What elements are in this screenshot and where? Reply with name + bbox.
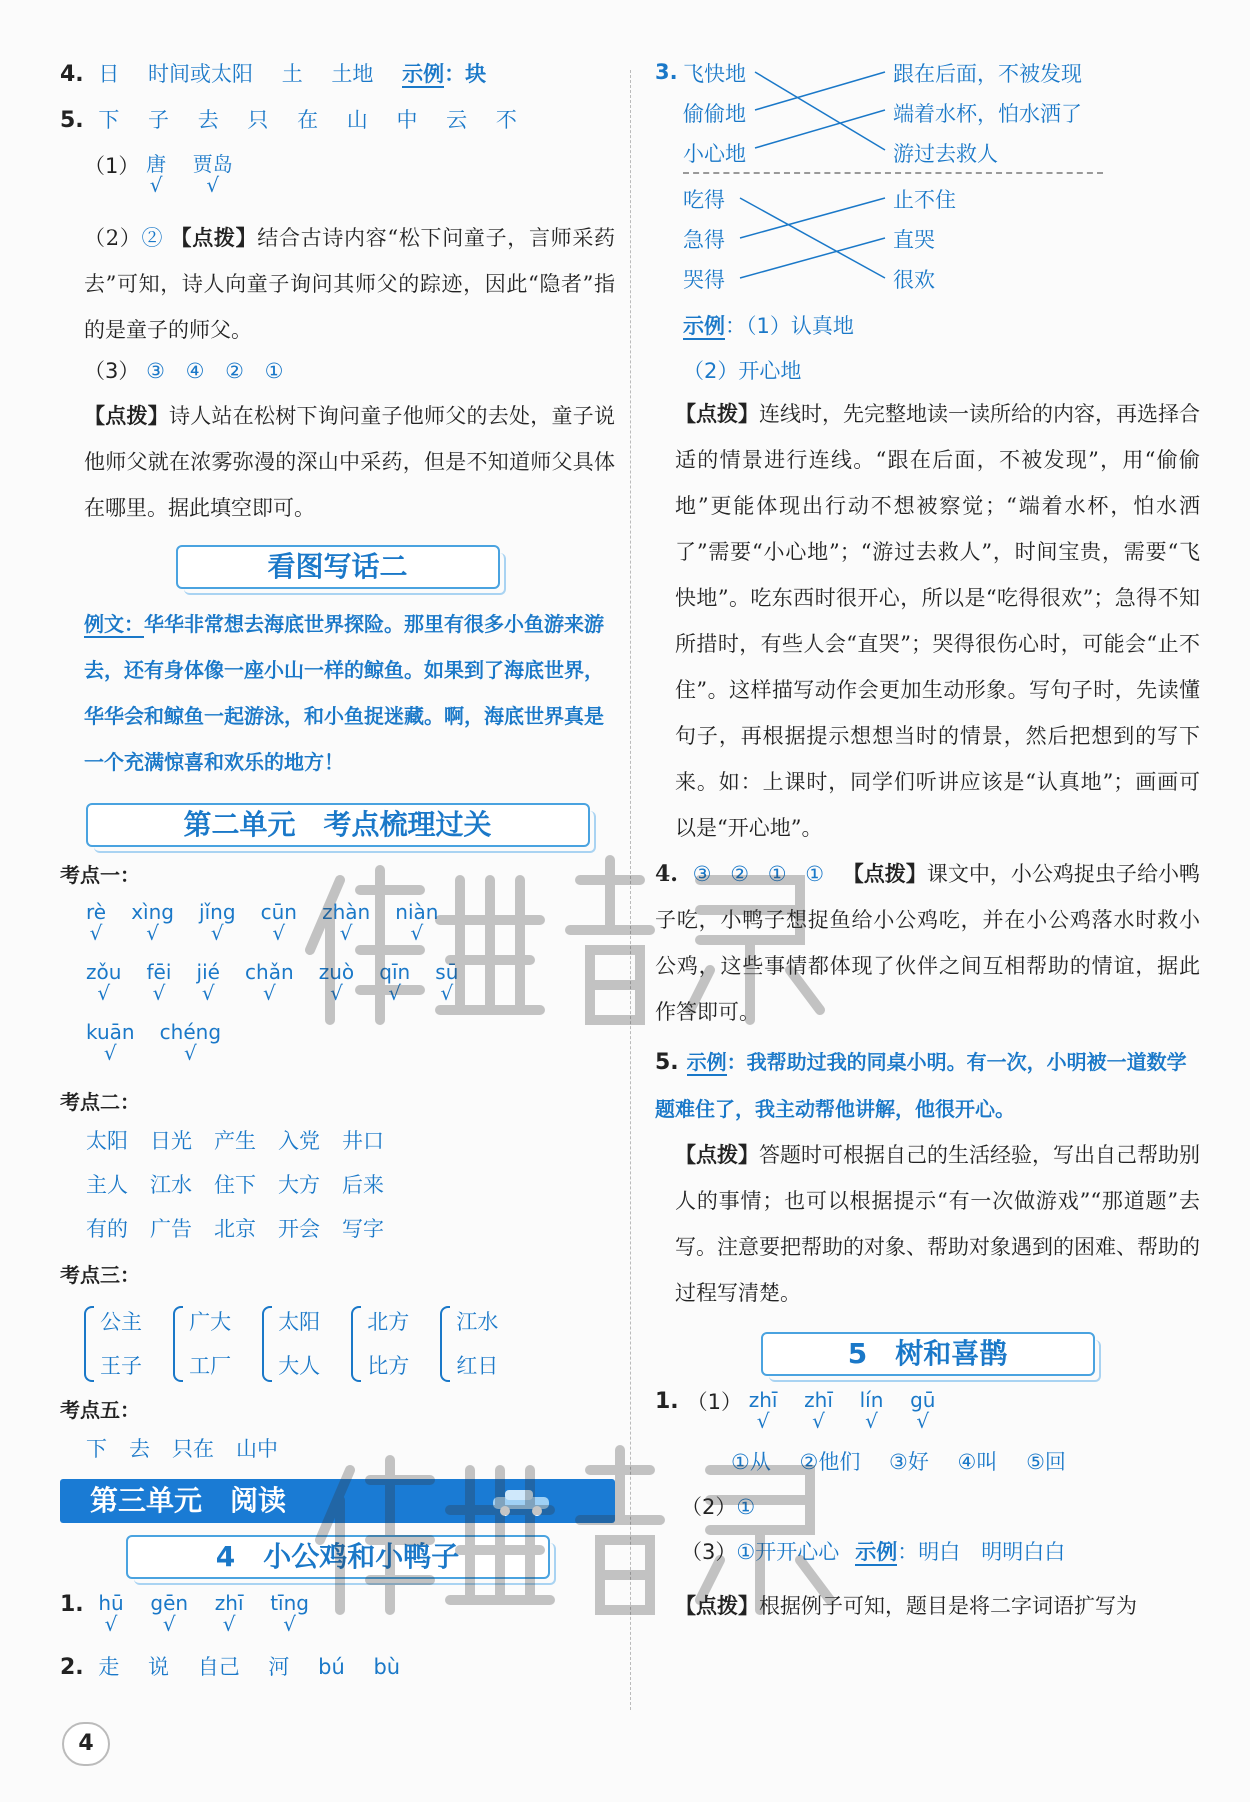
example-text: ：我帮助过我的同桌小明。有一次，小明被一道数学题难住了，我主动帮他讲解，他很开心。 (655, 1050, 1187, 1121)
example-label: 示例 (683, 314, 725, 338)
answer: ① (264, 359, 284, 383)
answer-word: 河 (268, 1655, 290, 1679)
match-right-item: 端着水杯，怕水洒了 (893, 102, 1082, 126)
l4-q2 (60, 1653, 615, 1682)
word-pair (173, 1300, 231, 1388)
checked-word (192, 152, 233, 197)
kaodian-3-label: 考点三： (60, 1263, 140, 1287)
answer-word: ②他们 (799, 1450, 861, 1474)
tip-text: 根据例子可知，题目是将二字词语扩写为 (759, 1594, 1137, 1618)
pinyin: chéng (159, 1020, 222, 1044)
match-right-item: 直哭 (893, 228, 935, 252)
q4-answer (655, 851, 1200, 1035)
answer-word: ①从 (731, 1450, 771, 1474)
word: 太阳 (86, 1129, 128, 1153)
answer-word: ⑤回 (1026, 1450, 1066, 1474)
lesson4-heading: 4 小公鸡和小鸭子 (126, 1535, 550, 1579)
check-mark: √ (272, 921, 286, 945)
checked-word (146, 152, 167, 197)
pinyin: zhī (748, 1388, 778, 1412)
check-mark: √ (440, 981, 454, 1005)
word: 贾岛 (192, 152, 233, 176)
q5-number: 5. (60, 108, 84, 133)
answer: ① (805, 862, 825, 886)
word: 大方 (278, 1173, 320, 1197)
word: 广告 (150, 1217, 192, 1241)
unit2-heading: 第二单元 考点梳理过关 (86, 803, 590, 847)
match-left-item: 偷偷地 (683, 102, 746, 126)
check-mark: √ (89, 921, 103, 945)
example-answer: （2）开心地 (683, 359, 802, 383)
pinyin-item (196, 960, 220, 1005)
pinyin: jié (196, 960, 220, 984)
word: 江水 (150, 1173, 192, 1197)
answer: ① (767, 862, 787, 886)
check-mark: √ (149, 173, 163, 197)
word-pair (262, 1300, 320, 1388)
q2-number: 2. (60, 1655, 84, 1680)
tip-text: 答题时可根据自己的生活经验，写出自己帮助别人的事情；也可以根据提示“有一次做游戏”“那道题”去写。注意要把帮助的对象、帮助对象遇到的困难、帮助的过程写清楚。 (675, 1143, 1200, 1305)
q4-answer-line (60, 60, 615, 89)
word: 公主 (100, 1310, 142, 1334)
q3-tip (655, 391, 1200, 851)
tip-tag: 【点拨】 (842, 862, 927, 886)
q4-number: 4. (60, 62, 84, 87)
word-pair (84, 1300, 142, 1388)
tip-text: 诗人站在松树下询问童子他师父的去处，童子说他师父就在浓雾弥漫的深山中采药，但是不知道师父具体在哪里。据此填空即可。 (84, 404, 615, 520)
kaodian-2-label: 考点二： (60, 1090, 140, 1114)
pinyin-item (260, 900, 297, 945)
pinyin-item (199, 900, 236, 945)
kaodian-2-row (86, 1127, 615, 1155)
l5-q1-words (731, 1448, 1200, 1476)
pinyin-item (322, 900, 371, 945)
pinyin: zhī (214, 1591, 244, 1615)
answer-word: bú (318, 1655, 345, 1679)
check-mark: √ (283, 1612, 296, 1636)
q5-item: 子 (148, 108, 170, 132)
pinyin-item (435, 960, 459, 1005)
word: 有的 (86, 1217, 128, 1241)
q4-item: 时间或太阳 (148, 62, 254, 86)
kaodian-1-label: 考点一： (60, 863, 140, 887)
pinyin: sū (435, 960, 459, 984)
l5-q1-sub2 (681, 1493, 1200, 1521)
tip-tag: 【点拨】 (675, 402, 759, 426)
word: 工厂 (189, 1354, 232, 1378)
pinyin-item (318, 960, 355, 1005)
l5-q1-sub1 (655, 1388, 1200, 1442)
check-mark: √ (103, 1041, 117, 1065)
pinyin-item (910, 1388, 936, 1433)
answer: ③ (692, 862, 712, 886)
q5-sub2 (60, 215, 615, 353)
unit3-title: 第三单元 阅读 (90, 1484, 287, 1517)
pinyin: jǐng (199, 900, 236, 924)
matching-exercise-1 (655, 60, 1200, 190)
check-mark: √ (388, 981, 402, 1005)
match-right-item: 止不住 (893, 188, 956, 212)
word: 开会 (278, 1217, 320, 1241)
pinyin: zhī (804, 1388, 833, 1412)
pinyin-item (86, 900, 107, 945)
word: 井口 (342, 1129, 384, 1153)
word-pair (351, 1300, 409, 1388)
pinyin-item (98, 1591, 124, 1636)
pinyin: chǎn (245, 960, 294, 984)
tip-text: 课文中，小公鸡捉虫子给小鸭子吃，小鸭子想捉鱼给小公鸡吃，并在小公鸡落水时救小公鸡，这些事情都体现了伙伴之间互相帮助的情谊，据此作答即可。 (655, 862, 1200, 1024)
l4-q1 (60, 1591, 615, 1643)
check-mark: √ (262, 981, 276, 1005)
pinyin-item (379, 960, 411, 1005)
pinyin-item (131, 900, 174, 945)
pinyin: niàn (395, 900, 439, 924)
q5-item: 云 (446, 108, 468, 132)
unit3-banner (60, 1479, 615, 1523)
pinyin-item (804, 1388, 833, 1433)
example-answer: ：明白 明明白白 (897, 1540, 1066, 1564)
pinyin: cūn (260, 900, 297, 924)
pinyin: rè (86, 900, 107, 924)
answer-word: 说 (148, 1655, 170, 1679)
kaodian-2-row (86, 1171, 615, 1199)
pinyin: qīn (379, 960, 411, 984)
example-label: 例文： (84, 612, 144, 636)
word-pair (440, 1300, 498, 1388)
check-mark: √ (410, 921, 424, 945)
check-mark: √ (222, 1612, 236, 1636)
example-label: 示例 (855, 1540, 898, 1564)
sub-label: （3） (84, 359, 140, 383)
pinyin: gū (910, 1388, 936, 1412)
answer: ③ (146, 359, 165, 383)
word: 日光 (150, 1129, 192, 1153)
check-mark: √ (146, 921, 159, 945)
left-column (60, 60, 615, 1699)
tip-tag: 【点拨】 (675, 1143, 759, 1167)
word: 王子 (100, 1354, 142, 1378)
check-mark: √ (210, 921, 224, 945)
kaodian-5-words (86, 1435, 615, 1463)
kaodian-2-row (86, 1215, 615, 1243)
word: 红日 (456, 1354, 499, 1378)
check-mark: √ (206, 173, 220, 197)
matching-exercise-2 (655, 186, 1200, 312)
pinyin: zuò (318, 960, 355, 984)
pinyin: fēi (146, 960, 172, 984)
q1-number: 1. (60, 1592, 84, 1617)
word: 北方 (367, 1310, 410, 1334)
word: 大人 (278, 1354, 321, 1378)
match-left-item: 急得 (683, 228, 725, 252)
tip-text: 连线时，先完整地读一读所给的内容，再选择合适的情景进行连线。“跟在后面，不被发现”，用“偷偷地”更能体现出行动不想被察觉；“端着水杯，怕水洒了”需要“小心地”；“游过去救人”，时间宝贵，需要“飞快地”。吃东西时很开心，所以是“吃得很欢”；急得不知所措时，有些人会“直哭”；哭得很伤心时，可能会“止不住”。这样描写动作会更加生动形象。写句子时，先读懂句子，再根据提示想想当时的情景，然后把想到的写下来。如：上课时，同学们听讲应该是“认真地”；画画可以是“开心地”。 (675, 402, 1200, 840)
word: 后来 (342, 1173, 384, 1197)
answer: ④ (185, 359, 205, 383)
pinyin-item (86, 1020, 135, 1065)
sub-label: （3） (681, 1540, 737, 1564)
tip-tag: 【点拨】 (170, 226, 258, 250)
word: 太阳 (278, 1310, 321, 1334)
answer-word: bù (373, 1655, 401, 1679)
q5-number: 5. (655, 1050, 679, 1075)
q3-example-2 (683, 357, 1200, 385)
pinyin-item (859, 1388, 884, 1433)
q5-sub3 (84, 357, 615, 385)
word: 唐 (146, 152, 167, 176)
answer-word: ③好 (889, 1450, 929, 1474)
word: 去 (129, 1437, 150, 1461)
kaodian-1-pinyin-rows (86, 900, 615, 1076)
match-left-item: 哭得 (683, 268, 725, 292)
sub-label: （2） (681, 1495, 737, 1519)
check-mark: √ (104, 1612, 118, 1636)
word: 写字 (342, 1217, 384, 1241)
word: 广大 (189, 1310, 232, 1334)
writing-sample (60, 601, 615, 785)
word: 北京 (214, 1217, 256, 1241)
q4-item: 土 (281, 62, 303, 86)
q5-tip (655, 1132, 1200, 1316)
tip-text: 结合古诗内容“松下问童子，言师采药去”可知，诗人向童子询问其师父的踪迹，因此“隐者”指的是童子的师父。 (84, 226, 616, 342)
lesson5-heading: 5 树和喜鹊 (761, 1332, 1095, 1376)
q5-item: 中 (396, 108, 418, 132)
writing-heading: 看图写话二 (176, 545, 500, 589)
word: 只在 (172, 1437, 214, 1461)
q5-answer-line (60, 106, 615, 135)
q3-number: 3. (655, 60, 678, 84)
example-answer: ：（1）认真地 (725, 314, 854, 338)
q5-item: 只 (247, 108, 269, 132)
word: 江水 (456, 1310, 499, 1334)
sample-text: 华华非常想去海底世界探险。那里有很多小鱼游来游去，还有身体像一座小山一样的鲸鱼。如果到了海底世界，华华会和鲸鱼一起游泳，和小鱼捉迷藏。啊，海底世界真是一个充满惊喜和欢乐的地方！ (84, 612, 604, 774)
match-right-item: 很欢 (893, 268, 935, 292)
sub-label: （1） (686, 1390, 743, 1414)
pinyin: hū (98, 1591, 124, 1615)
q4-item: 土地 (331, 62, 374, 86)
q5-item: 在 (297, 108, 319, 132)
pinyin-item (150, 1591, 189, 1636)
check-mark: √ (183, 1041, 197, 1065)
check-mark: √ (756, 1409, 770, 1433)
q5-item: 不 (495, 108, 517, 132)
check-mark: √ (916, 1409, 930, 1433)
answer: ① (736, 1495, 756, 1519)
q4-example-value: ：块 (444, 62, 487, 86)
q5-answer (655, 1039, 1200, 1132)
answer: ② (730, 862, 750, 886)
answer-word: 自己 (197, 1655, 240, 1679)
check-mark: √ (162, 1612, 176, 1636)
check-mark: √ (339, 921, 353, 945)
sub-label: （1） (84, 154, 140, 178)
pinyin-item (86, 960, 122, 1005)
pinyin: lín (859, 1388, 884, 1412)
pinyin: zhàn (322, 900, 371, 924)
pinyin-item (245, 960, 294, 1005)
check-mark: √ (97, 981, 111, 1005)
answer: ①开开心心 (736, 1540, 840, 1564)
word: 比方 (367, 1354, 410, 1378)
q5-item: 去 (197, 108, 219, 132)
word: 下 (86, 1437, 107, 1461)
sub-label: （2） (84, 226, 142, 250)
pinyin-item (159, 1020, 222, 1065)
q4-number: 4. (655, 861, 678, 887)
kaodian-3-pairs (84, 1300, 615, 1388)
example-label: 示例 (402, 62, 445, 86)
pinyin: gēn (150, 1591, 189, 1615)
answer: ② (225, 359, 244, 383)
match-right-item: 游过去救人 (893, 142, 998, 166)
answer-word: 走 (98, 1655, 120, 1679)
q3-example-1 (683, 312, 1200, 340)
pinyin-item (395, 900, 439, 945)
q5-sub1 (84, 152, 615, 198)
check-mark: √ (330, 981, 343, 1005)
car-icon (485, 1487, 565, 1517)
l5-tip (655, 1583, 1200, 1629)
check-mark: √ (812, 1409, 825, 1433)
answer-word: ④叫 (957, 1450, 998, 1474)
check-mark: √ (152, 981, 166, 1005)
pinyin-item (146, 960, 172, 1005)
q5-item: 山 (346, 108, 368, 132)
match-left-item: 吃得 (683, 188, 725, 212)
tip-tag: 【点拨】 (84, 404, 169, 428)
column-divider (630, 70, 631, 1710)
word: 住下 (214, 1173, 256, 1197)
check-mark: √ (201, 981, 215, 1005)
match-left-item: 飞快地 (683, 62, 746, 86)
pinyin: xìng (131, 900, 174, 924)
example-label: 示例 (686, 1050, 727, 1074)
pinyin: tīng (270, 1591, 309, 1615)
q5-tip (60, 393, 615, 531)
pinyin-item (270, 1591, 309, 1636)
q4-item: 日 (98, 62, 120, 86)
match-right-item: 跟在后面，不被发现 (893, 62, 1082, 86)
word: 产生 (214, 1129, 256, 1153)
word: 入党 (278, 1129, 320, 1153)
pinyin-item (214, 1591, 244, 1636)
tip-tag: 【点拨】 (675, 1594, 759, 1618)
right-column (655, 60, 1200, 1629)
word: 主人 (86, 1173, 128, 1197)
check-mark: √ (865, 1409, 878, 1433)
kaodian-5-label: 考点五： (60, 1398, 140, 1422)
answer: ② (141, 226, 164, 250)
q5-item: 下 (98, 108, 120, 132)
word: 山中 (236, 1437, 278, 1461)
page-number: 4 (62, 1722, 110, 1766)
pinyin: kuān (86, 1020, 135, 1044)
q1-number: 1. (655, 1389, 679, 1414)
pinyin: zǒu (86, 960, 122, 984)
pinyin-item (748, 1388, 778, 1433)
l5-q1-sub3 (681, 1538, 1200, 1566)
match-left-item: 小心地 (683, 142, 746, 166)
